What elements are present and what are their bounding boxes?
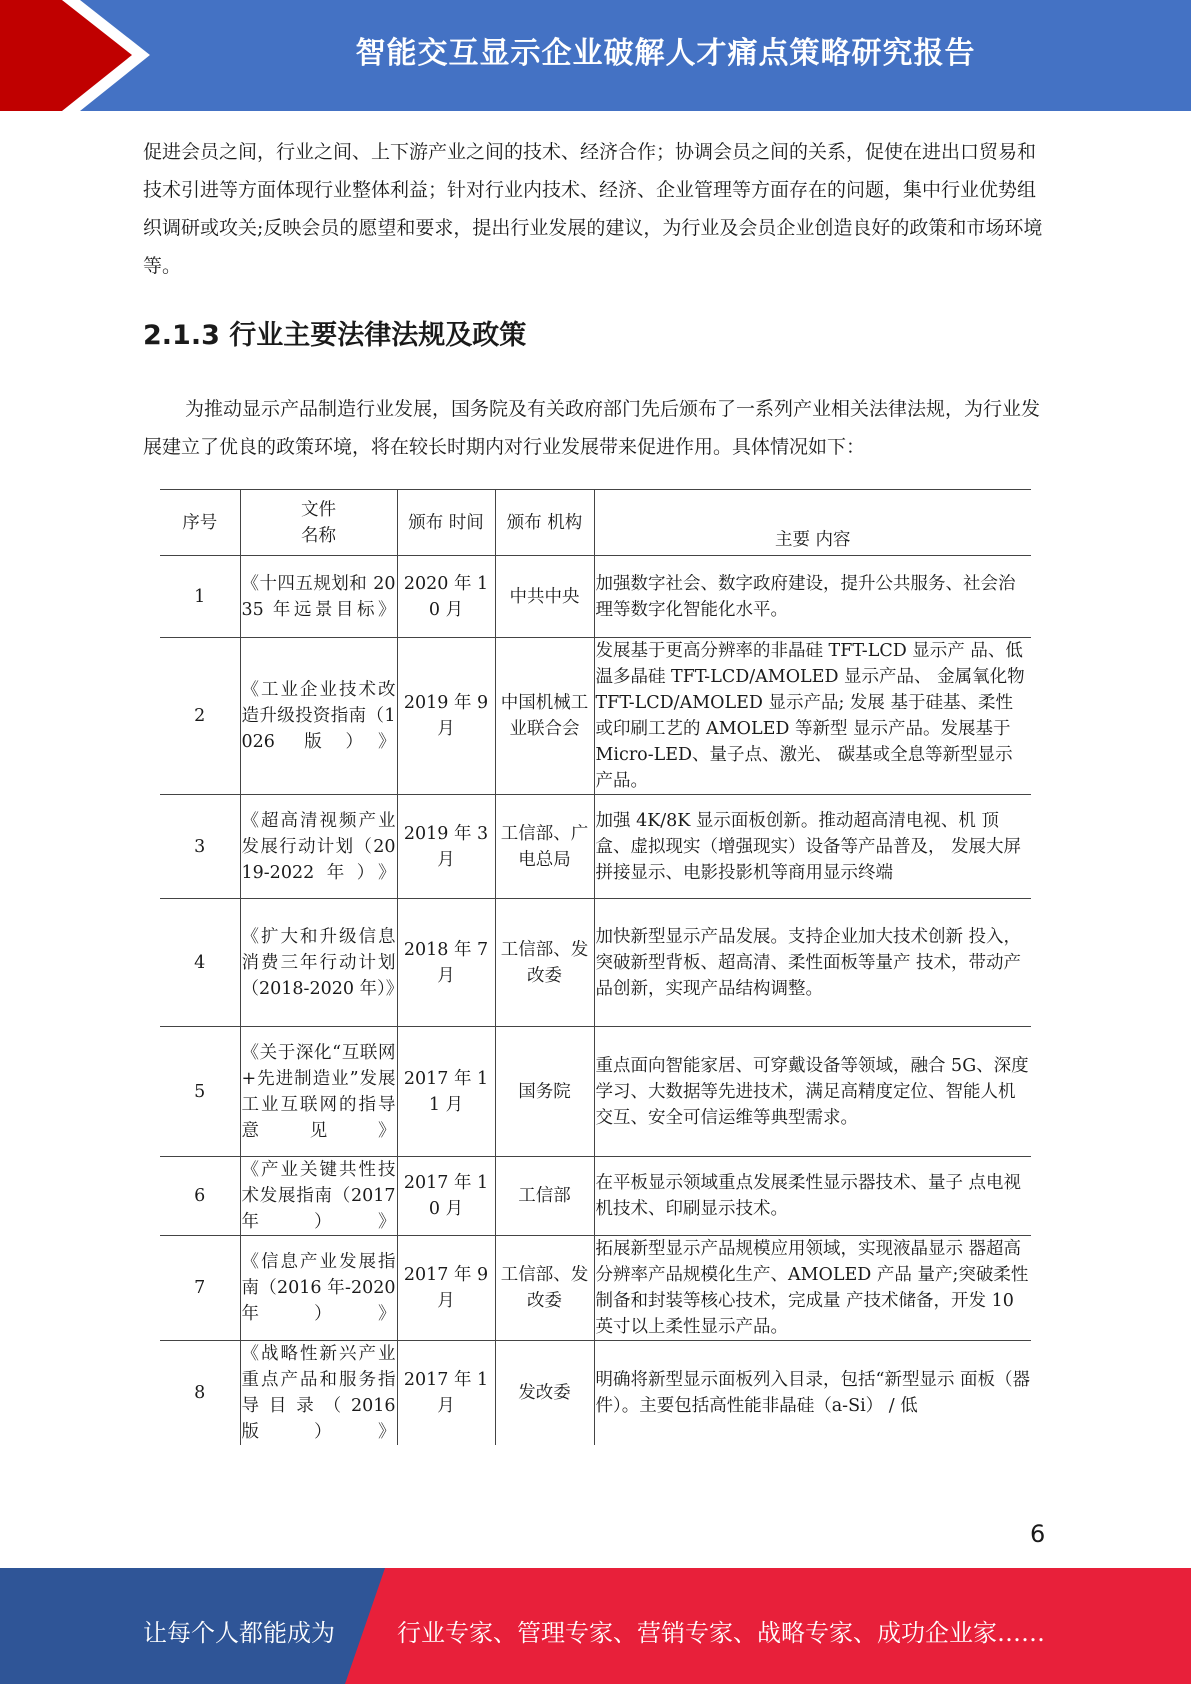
header-content: 主要 内容	[594, 490, 1031, 556]
header-banner	[0, 0, 1191, 111]
row-num: 3	[160, 795, 240, 899]
header-num: 序号	[160, 490, 240, 556]
table-row	[160, 1236, 1031, 1341]
row-org: 中国机械工业联合会	[495, 638, 594, 795]
row-num: 1	[160, 556, 240, 638]
row-date: 2017 年 11 月	[397, 1027, 495, 1157]
footer-slogan-left: 让每个人都能成为	[143, 1619, 335, 1647]
row-doc: 《超高清视频产业发展行动计划（2019-2022年）》	[240, 795, 397, 899]
header-doc-line1: 文件	[301, 499, 336, 520]
row-org: 工信部	[495, 1157, 594, 1236]
header-date: 颁布 时间	[397, 490, 495, 556]
row-content: 拓展新型显示产品规模应用领域，实现液晶显示 器超高分辨率产品规模化生产、AMOLED 产品 量产;突破柔性制备和封装等核心技术，完成量 产技术储备，开发 10 英寸以上柔性显示产品。	[594, 1236, 1031, 1341]
row-content: 重点面向智能家居、可穿戴设备等领域，融合 5G、深度学习、大数据等先进技术，满足高精度定位、智能人机交互、安全可信运维等典型需求。	[594, 1027, 1031, 1157]
table-row	[160, 1027, 1031, 1157]
row-num: 2	[160, 638, 240, 795]
page-number: 6	[1030, 1520, 1046, 1548]
section-paragraph: 为推动显示产品制造行业发展，国务院及有关政府部门先后颁布了一系列产业相关法律法规，为行业发展建立了优良的政策环境，将在较长时期内对行业发展带来促进作用。具体情况如下：	[143, 398, 1041, 458]
report-title: 智能交互显示企业破解人才痛点策略研究报告	[355, 36, 976, 71]
table-row	[160, 795, 1031, 899]
row-doc: 《扩大和升级信息消费三年行动计划（2018-2020 年）》	[240, 899, 397, 1027]
table-header-row	[160, 490, 1031, 556]
row-date: 2020 年 10 月	[397, 556, 495, 638]
row-doc: 《工业企业技术改造升级投资指南（1026 版）》	[240, 638, 397, 795]
row-num: 4	[160, 899, 240, 1027]
row-date: 2017 年 9 月	[397, 1236, 495, 1341]
header-org: 颁布 机构	[495, 490, 594, 556]
row-num: 7	[160, 1236, 240, 1341]
footer-slogan-right: 行业专家、管理专家、营销专家、战略专家、成功企业家……	[397, 1619, 1045, 1647]
row-num: 5	[160, 1027, 240, 1157]
header-doc-line2: 名称	[301, 525, 336, 546]
intro-paragraph: 促进会员之间，行业之间、上下游产业之间的技术、经济合作；协调会员之间的关系，促使在进出口贸易和技术引进等方面体现行业整体利益；针对行业内技术、经济、企业管理等方面存在的问题，集中行业优势组织调研或攻关;反映会员的愿望和要求，提出行业发展的建议，为行业及会员企业创造良好的政策和市场环境等。	[143, 141, 1043, 277]
row-org: 工信部、发改委	[495, 899, 594, 1027]
row-org: 国务院	[495, 1027, 594, 1157]
row-date: 2019 年 3 月	[397, 795, 495, 899]
row-org: 工信部、发改委	[495, 1236, 594, 1341]
row-date: 2017 年 1 月	[397, 1341, 495, 1446]
row-doc: 《信息产业发展指南（2016 年-2020 年）》	[240, 1236, 397, 1341]
row-org: 中共中央	[495, 556, 594, 638]
row-doc: 《关于深化“互联网+先进制造业”发展工业互联网的指导意见》	[240, 1027, 397, 1157]
row-content: 加强数字社会、数字政府建设，提升公共服务、社会治理等数字化智能化水平。	[594, 556, 1031, 638]
table-row	[160, 1341, 1031, 1446]
row-org: 工信部、广电总局	[495, 795, 594, 899]
table-row	[160, 1157, 1031, 1236]
row-num: 6	[160, 1157, 240, 1236]
policy-table	[160, 489, 1031, 1445]
header-doc	[240, 490, 397, 556]
section-heading: 2.1.3 行业主要法律法规及政策	[143, 320, 527, 351]
row-content: 加强 4K/8K 显示面板创新。推动超高清电视、机 顶盒、虚拟现实（增强现实）设备等产品普及， 发展大屏拼接显示、电影投影机等商用显示终端	[594, 795, 1031, 899]
row-content: 加快新型显示产品发展。支持企业加大技术创新 投入，突破新型背板、超高清、柔性面板等量产 技术，带动产品创新，实现产品结构调整。	[594, 899, 1031, 1027]
row-org: 发改委	[495, 1341, 594, 1446]
footer-banner	[0, 1568, 1191, 1684]
row-content: 发展基于更高分辨率的非晶硅 TFT-LCD 显示产 品、低温多晶硅 TFT-LCD/AMOLED 显示产品、 金属氧化物 TFT-LCD/AMOLED 显示产品; 发展 基于硅基、柔性或印刷工艺的 AMOLED 等新型 显示产品。发展基于 Micro-LED、量子点、激光、 碳基或全息等新型显示产品。	[594, 638, 1031, 795]
row-date: 2018 年 7 月	[397, 899, 495, 1027]
row-content: 明确将新型显示面板列入目录，包括“新型显示 面板（器件）。主要包括高性能非晶硅（a-Si） / 低	[595, 1370, 1031, 1416]
row-num: 8	[160, 1341, 240, 1446]
table-row	[160, 899, 1031, 1027]
row-date: 2019 年 9 月	[397, 638, 495, 795]
table-row	[160, 556, 1031, 638]
row-doc: 《十四五规划和 2035 年远景目标》	[240, 556, 397, 638]
row-content: 在平板显示领域重点发展柔性显示器技术、量子 点电视机技术、印刷显示技术。	[594, 1157, 1031, 1236]
row-doc: 《战略性新兴产业重点产品和服务指导目录（2016 版）》	[240, 1341, 397, 1446]
table-row	[160, 638, 1031, 795]
row-date: 2017 年 10 月	[397, 1157, 495, 1236]
row-doc: 《产业关键共性技术发展指南（2017 年）》	[240, 1157, 397, 1236]
